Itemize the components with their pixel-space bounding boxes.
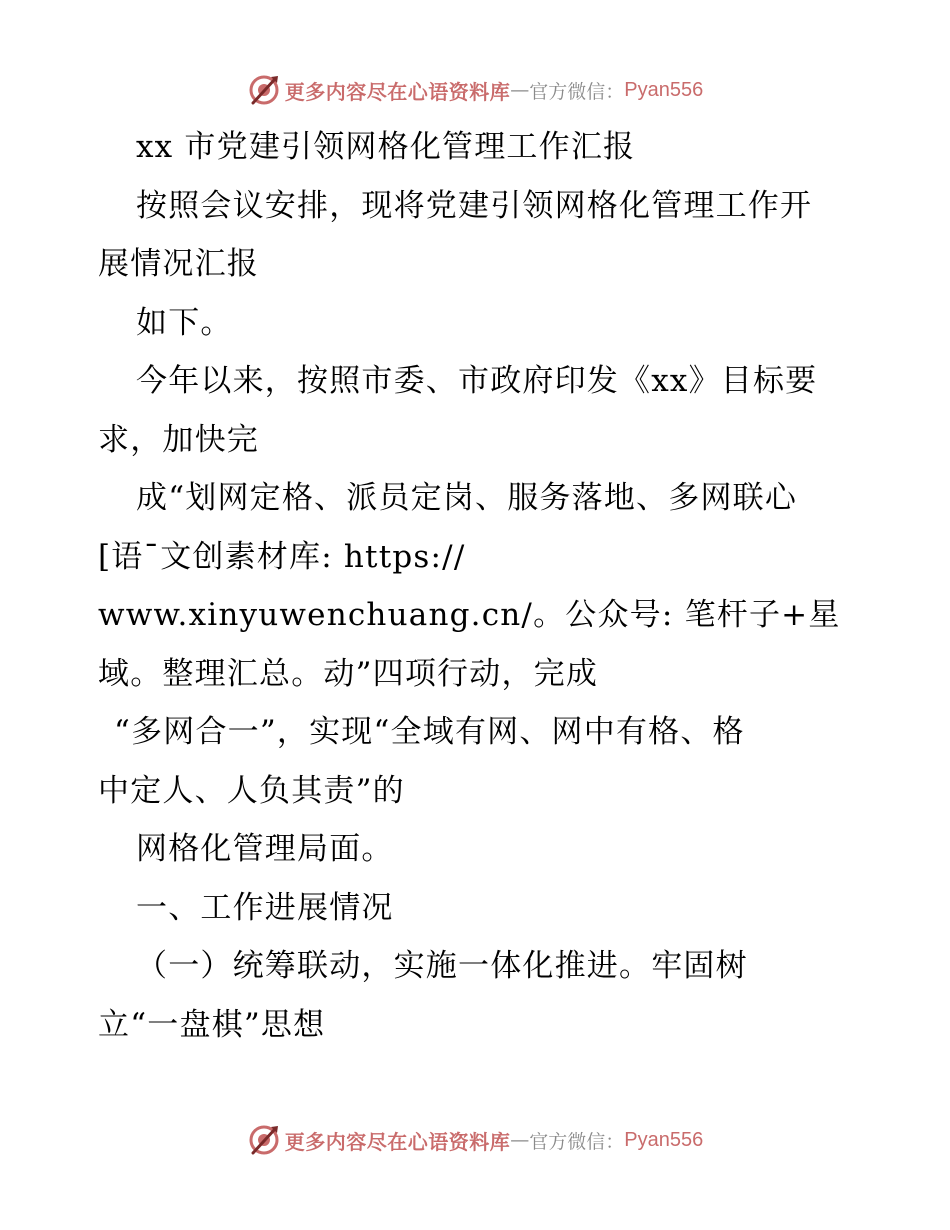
watermark-dash: —: [510, 1129, 530, 1151]
watermark-dash: —: [510, 79, 530, 101]
quill-seal-icon: [247, 1123, 281, 1157]
document-body: [98, 118, 858, 1054]
quill-seal-icon: [247, 73, 281, 107]
subsection-heading: （一）统筹联动，实施一体化推进。牢固树: [136, 948, 748, 984]
paragraph-line: 求，加快完: [98, 421, 259, 458]
paragraph-line: 中定人、人负其责”的: [98, 772, 405, 809]
paragraph-line: “多网合一”，实现“全域有网、网中有格、格: [114, 714, 745, 750]
paragraph-line: 如下。: [136, 304, 233, 341]
paragraph-line: 域。整理汇总。动”四项行动，完成: [98, 655, 599, 692]
paragraph-line: 今年以来，按照市委、市政府印发《xx》目标要: [136, 363, 818, 399]
watermark-main-text: 更多内容尽在心语资料库: [284, 79, 511, 104]
paragraph-line: [语¯文创素材库: https://: [98, 538, 466, 575]
paragraph-line: www.xinyuwenchuang.cn/。公众号: 笔杆子+星: [98, 597, 841, 633]
doc-title: xx 市党建引领网格化管理工作汇报: [136, 129, 636, 165]
paragraph-line: 立“一盘棋”思想: [98, 1006, 326, 1043]
paragraph-line: 网格化管理局面。: [136, 831, 394, 867]
watermark-id: Pyan556: [624, 78, 704, 101]
footer-watermark: [0, 1120, 950, 1160]
watermark-main-text: 更多内容尽在心语资料库: [284, 1129, 511, 1154]
watermark-id: Pyan556: [624, 1128, 704, 1151]
paragraph-line: 展情况汇报: [98, 246, 259, 282]
paragraph-line: 按照会议安排，现将党建引领网格化管理工作开: [136, 187, 813, 224]
header-watermark: [0, 70, 950, 110]
watermark-sub-text: 官方微信：: [529, 1130, 625, 1153]
paragraph-line: 成“划网定格、派员定岗、服务落地、多网联心: [136, 480, 798, 516]
watermark-sub-text: 官方微信：: [529, 80, 625, 103]
section-heading: 一、工作进展情况: [136, 889, 394, 926]
